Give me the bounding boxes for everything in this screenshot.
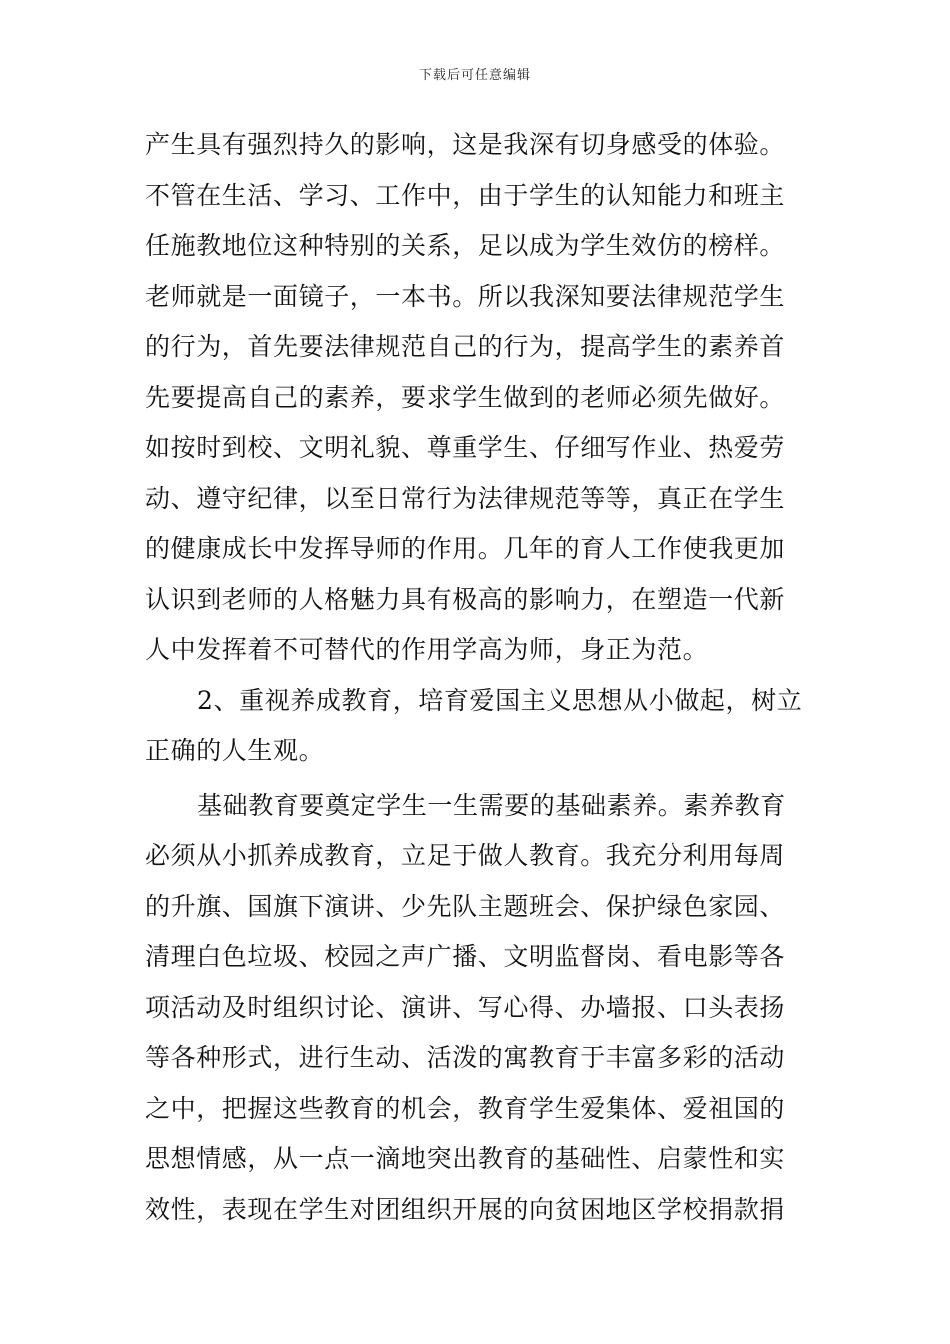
text-line: 效性，表现在学生对团组织开展的向贫困地区学校捐款捐 xyxy=(145,1194,786,1224)
text-line: 的健康成长中发挥导师的作用。几年的育人工作使我更加 xyxy=(145,534,786,563)
text-line: 思想情感，从一点一滴地突出教育的基础性、启蒙性和实 xyxy=(145,1144,786,1173)
text-line: 等各种形式，进行生动、活泼的寓教育于丰富多彩的活动 xyxy=(145,1043,786,1072)
text-line: 之中，把握这些教育的机会，教育学生爱集体、爱祖国的 xyxy=(145,1093,786,1123)
document-body xyxy=(145,120,810,1235)
paragraph xyxy=(145,120,810,676)
text-line: 动、遵守纪律，以至日常行为法律规范等等，真正在学生 xyxy=(145,483,786,513)
text-line: 先要提高自己的素养，要求学生做到的老师必须先做好。 xyxy=(145,382,786,412)
text-line: 基础教育要奠定学生一生需要的基础素养。素养教育 xyxy=(197,790,786,820)
text-line: 项活动及时组织讨论、演讲、写心得、办墙报、口头表扬 xyxy=(145,992,786,1022)
paragraph xyxy=(145,781,810,1236)
text-line: 如按时到校、文明礼貌、尊重学生、仔细写作业、热爱劳 xyxy=(145,433,786,462)
text-line: 清理白色垃圾、校园之声广播、文明监督岗、看电影等各 xyxy=(145,942,786,971)
text-line: 2、重视养成教育，培育爱国主义思想从小做起，树立 xyxy=(197,685,803,715)
text-line: 正确的人生观。 xyxy=(145,736,325,765)
text-line: 任施教地位这种特别的关系，足以成为学生效仿的榜样。 xyxy=(145,231,786,260)
text-line: 认识到老师的人格魅力具有极高的影响力，在塑造一代新 xyxy=(145,584,786,614)
page-header: 下载后可任意编辑 xyxy=(418,68,531,83)
text-line: 老师就是一面镜子，一本书。所以我深知要法律规范学生 xyxy=(145,281,786,311)
text-line: 的行为，首先要法律规范自己的行为，提高学生的素养首 xyxy=(145,332,786,361)
text-line: 产生具有强烈持久的影响，这是我深有切身感受的体验。 xyxy=(145,130,786,159)
paragraph xyxy=(145,676,810,777)
text-line: 人中发挥着不可替代的作用学高为师，身正为范。 xyxy=(145,635,709,664)
text-line: 的升旗、国旗下演讲、少先队主题班会、保护绿色家园、 xyxy=(145,891,786,921)
text-line: 必须从小抓养成教育，立足于做人教育。我充分利用每周 xyxy=(145,841,786,870)
text-line: 不管在生活、学习、工作中，由于学生的认知能力和班主 xyxy=(145,180,786,210)
